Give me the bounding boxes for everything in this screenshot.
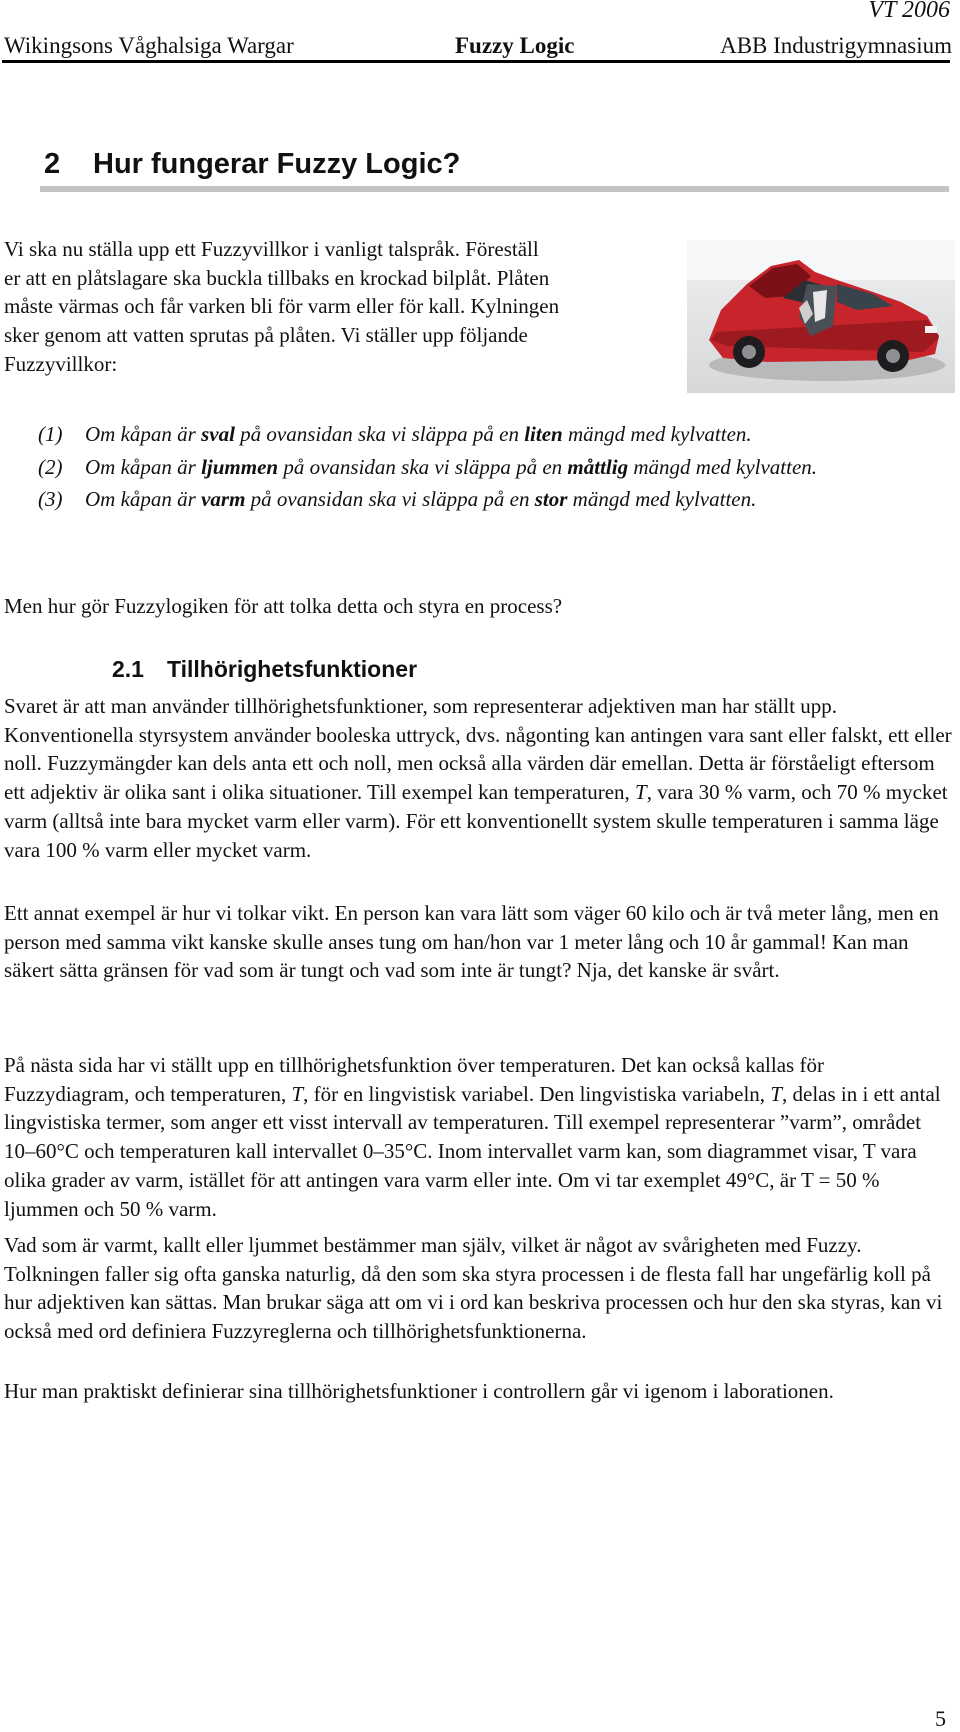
paragraph-text: Svaret är att man använder tillhörighetsfunktioner, som representerar adjektiven man har ställt upp. Konventionella styrsystem använder booleska uttryck, dvs. någonting kan antingen vara sant eller falskt, ett eller noll. Fuzzymängder kan dels anta ett och noll, men också alla värden där emellan. Detta är förståeligt eftersom ett adjektiv är olika sant i olika situationer. Till exempel kan temperaturen,: [4, 694, 952, 805]
section-heading: [112, 654, 417, 684]
rule-text: på ovansidan ska vi släppa på en: [234, 422, 525, 446]
page-number: 5: [935, 1706, 946, 1731]
rule-adjective: sval: [201, 422, 235, 446]
variable-t: T: [635, 780, 647, 805]
rule-text: på ovansidan ska vi släppa på en: [245, 487, 535, 512]
body-paragraph: Vad som är varmt, kallt eller ljummet bestämmer man själv, vilket är något av svårigheten med Fuzzy. Tolkningen faller sig ofta ganska naturlig, då den som ska styra processen i de flesta fall har ungefärlig koll på hur adjektiven kan sättas. Man brukar säga att om vi i ord kan beskriva processen och hur den ska styras, kan vi också med ord definiera Fuzzyreglerna och tillhörighetsfunktionerna.: [4, 1233, 943, 1344]
rule-text: mängd med kylvatten.: [562, 422, 752, 446]
rule-text: mängd med kylvatten.: [567, 487, 757, 512]
chapter-number: 2: [44, 148, 61, 180]
rule-text: Om kåpan är: [85, 422, 202, 446]
body-paragraph: [4, 692, 952, 864]
header-divider: [2, 60, 950, 63]
paragraph-text: , delas in i ett antal lingvistiska termer, som anger ett visst intervall av temperaturen. Till exempel representerar ”varm”, området 10–60°C och temperaturen kall intervallet 0–35°C. Inom intervallet varm kan, som diagrammet visar, T vara olika grader av varm, istället för att antingen vara varm eller inte. Om vi tar exemplet 49°C, är T = 50 % ljummen och 50 % varm.: [4, 1081, 941, 1221]
rule-adjective: ljummen: [201, 454, 279, 479]
question-paragraph: Men hur gör Fuzzylogiken för att tolka detta och styra en process?: [4, 594, 563, 618]
intro-line: måste värmas och får varken bli för varm eller för kall. Kylningen: [4, 294, 560, 319]
header-school: ABB Industrigymnasium: [720, 33, 952, 58]
intro-line: Vi ska nu ställa upp ett Fuzzyvillkor i vanligt talspråk. Föreställ: [4, 237, 539, 261]
paragraph-text: , för en lingvistisk variabel. Den lingvistiska variabeln,: [303, 1081, 771, 1106]
rule-number: (2): [38, 454, 63, 479]
fuzzy-rules-list: [38, 420, 938, 518]
rule-number: (3): [38, 487, 63, 512]
intro-paragraph: [4, 235, 680, 379]
body-paragraph: [4, 1051, 952, 1223]
fuzzy-rule: [38, 485, 938, 514]
intro-line: Fuzzyvillkor:: [4, 351, 118, 376]
paragraph-text: , vara 30 % varm, och 70 % mycket varm (alltså inte bara mycket varm eller varm). För ett konventionellt system skulle temperaturen i samma läge vara 100 % varm eller mycket varm.: [4, 780, 948, 862]
fuzzy-rule: [38, 420, 938, 449]
header-group-name: Wikingsons Våghalsiga Wargar: [4, 33, 294, 58]
page-header: [4, 31, 952, 61]
body-paragraph: Hur man praktiskt definierar sina tillhörighetsfunktioner i controllern går vi igenom i laborationen.: [4, 1379, 834, 1403]
intro-line: sker genom att vatten sprutas på plåten. Vi ställer upp följande: [4, 323, 528, 348]
header-topic: Fuzzy Logic: [455, 33, 575, 58]
rule-text: Om kåpan är: [85, 454, 202, 479]
rule-text: på ovansidan ska vi släppa på en: [278, 454, 568, 479]
section-number: 2.1: [112, 656, 144, 682]
rule-text: mängd med kylvatten.: [628, 454, 818, 479]
crashed-car-photo: [687, 240, 955, 393]
rule-amount: måttlig: [567, 454, 629, 479]
body-paragraph: Ett annat exempel är hur vi tolkar vikt. En person kan vara lätt som väger 60 kilo och är två meter lång, men en person med samma vikt kanske skulle anses tung om han/hon var 1 meter lång och 10 år gammal! Kan man säkert sätta gränsen för vad som är tungt och vad som inte är tungt? Nja, det kanske är svårt.: [4, 901, 939, 983]
intro-line: er att en plåtslagare ska buckla tillbaks en krockad bilplåt. Plåten: [4, 265, 550, 290]
rule-amount: liten: [524, 422, 563, 446]
crashed-red-car-icon: [687, 240, 955, 393]
chapter-heading-underline: [40, 186, 949, 192]
rule-adjective: varm: [201, 487, 246, 512]
paragraph-text: På nästa sida har vi ställt upp en tillhörighetsfunktion över temperaturen. Det kan också kallas för Fuzzydiagram, och temperaturen,: [4, 1053, 824, 1106]
rule-text: Om kåpan är: [85, 487, 202, 512]
chapter-title: Hur fungerar Fuzzy Logic?: [93, 148, 461, 180]
rule-amount: stor: [534, 487, 568, 512]
variable-t: T: [291, 1081, 304, 1106]
variable-t: T: [770, 1081, 782, 1106]
header-semester: VT 2006: [868, 0, 950, 23]
fuzzy-rule: [38, 453, 938, 482]
rule-number: (1): [38, 422, 63, 446]
section-title: Tillhörighetsfunktioner: [167, 656, 418, 682]
chapter-heading: [44, 146, 460, 182]
